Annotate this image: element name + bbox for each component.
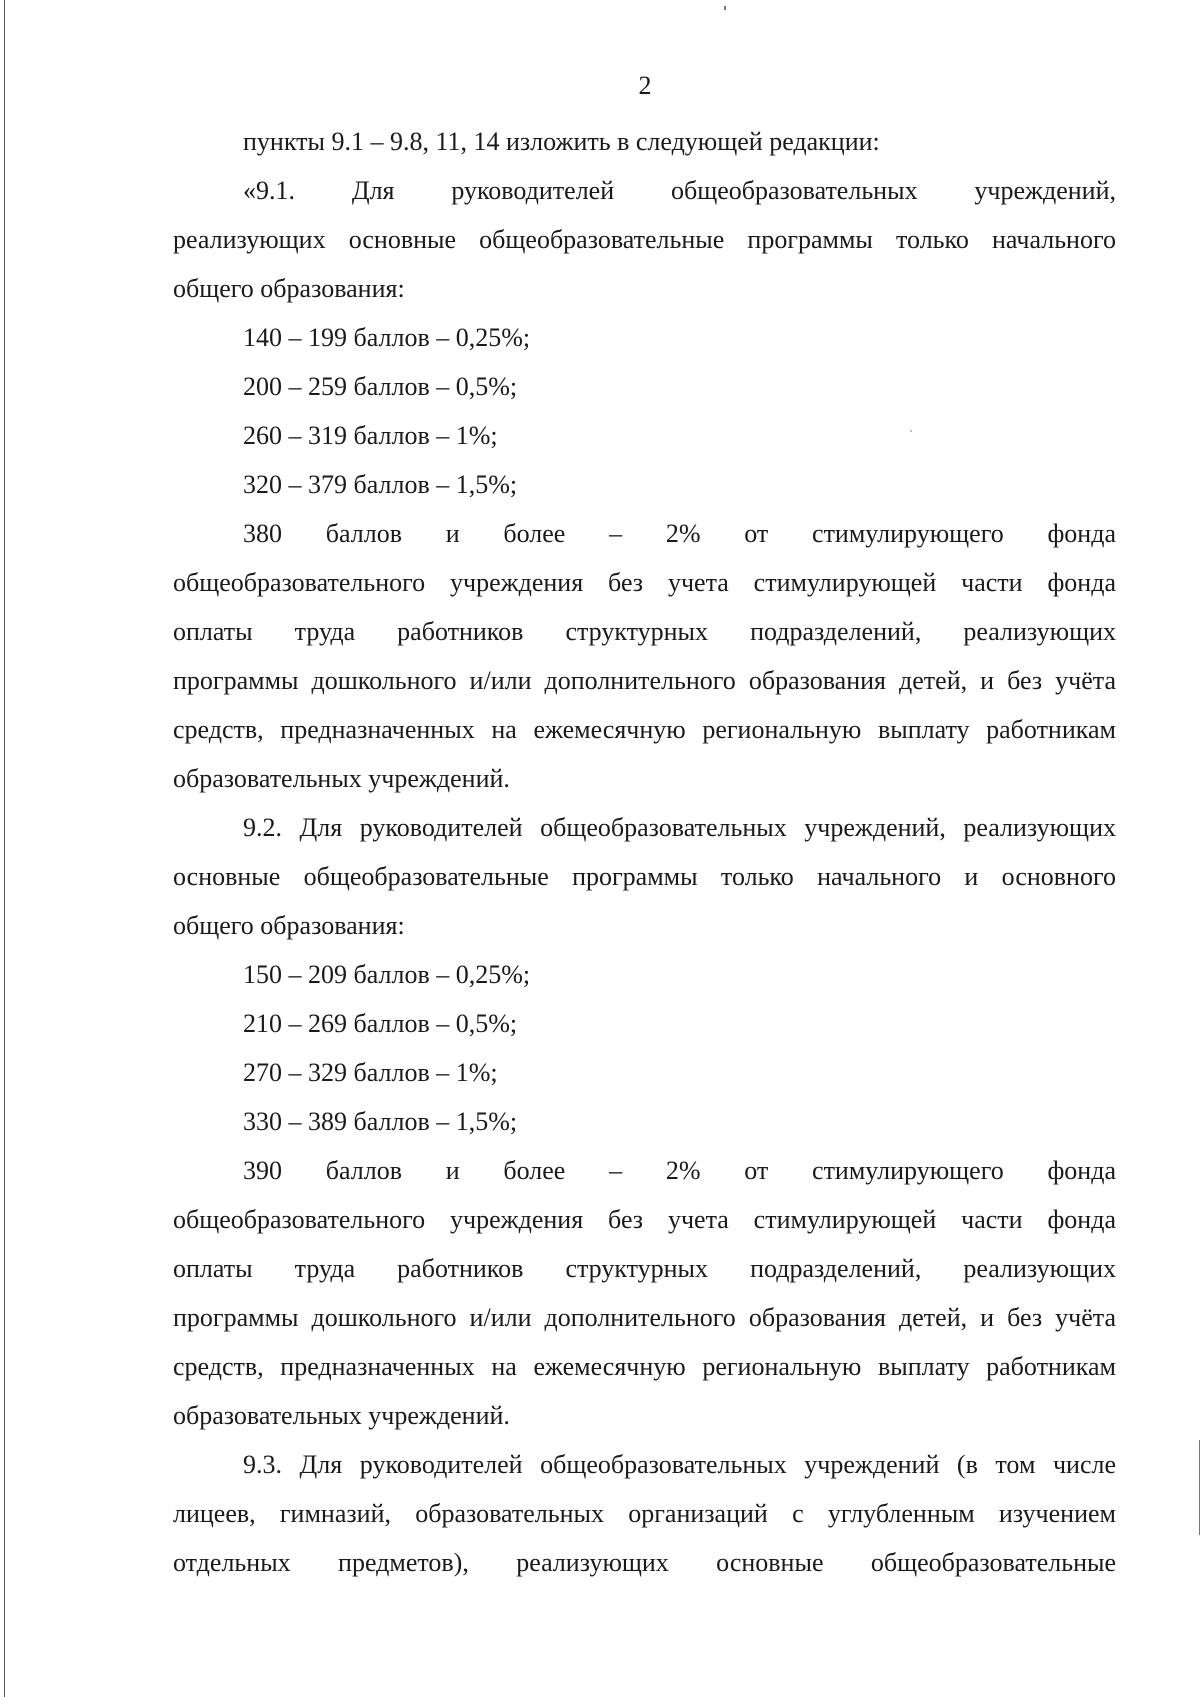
text-line: 270 – 329 баллов – 1%;	[243, 1058, 498, 1087]
text-line: 320 – 379 баллов – 1,5%;	[243, 470, 518, 499]
text-line: отдельных предметов), реализующих основные общеобразовательные	[173, 1548, 1116, 1577]
text-line: оплаты труда работников структурных подразделений, реализующих	[173, 617, 1116, 646]
text-line: лицеев, гимназий, образовательных организаций с углубленным изучением	[173, 1499, 1116, 1528]
text-line: общего образования:	[173, 911, 405, 940]
text-line: оплаты труда работников структурных подразделений, реализующих	[173, 1254, 1116, 1283]
text-line: 260 – 319 баллов – 1%;	[243, 421, 498, 450]
text-line: основные общеобразовательные программы только начального и основного	[173, 862, 1116, 891]
text-line: 9.3. Для руководителей общеобразовательных учреждений (в том числе	[243, 1450, 1116, 1479]
text-line: 210 – 269 баллов – 0,5%;	[243, 1009, 518, 1038]
text-line: 140 – 199 баллов – 0,25%;	[243, 323, 531, 352]
text-line: 9.2. Для руководителей общеобразовательных учреждений, реализующих	[243, 813, 1116, 842]
document-body	[173, 117, 1116, 1587]
text-line: 390 баллов и более – 2% от стимулирующего фонда	[243, 1156, 1116, 1185]
text-line: 200 – 259 баллов – 0,5%;	[243, 372, 518, 401]
text-line: программы дошкольного и/или дополнительного образования детей, и без учёта	[173, 1303, 1116, 1332]
page-number: 2	[638, 71, 652, 100]
text-line: образовательных учреждений.	[173, 1401, 510, 1430]
scan-edge-line	[4, 0, 5, 1697]
text-line: 150 – 209 баллов – 0,25%;	[243, 960, 531, 989]
text-line: средств, предназначенных на ежемесячную региональную выплату работникам	[173, 715, 1116, 744]
text-line: «9.1. Для руководителей общеобразовательных учреждений,	[243, 176, 1116, 205]
text-line: образовательных учреждений.	[173, 764, 510, 793]
scan-mark	[724, 6, 726, 10]
text-line: пункты 9.1 – 9.8, 11, 14 изложить в следующей редакции:	[243, 127, 880, 156]
text-line: реализующих основные общеобразовательные программы только начального	[173, 225, 1116, 254]
text-line: программы дошкольного и/или дополнительного образования детей, и без учёта	[173, 666, 1116, 695]
text-line: средств, предназначенных на ежемесячную региональную выплату работникам	[173, 1352, 1116, 1381]
text-line: 330 – 389 баллов – 1,5%;	[243, 1107, 518, 1136]
text-line: общеобразовательного учреждения без учета стимулирующей части фонда	[173, 1205, 1116, 1234]
text-line: общего образования:	[173, 274, 405, 303]
text-line: общеобразовательного учреждения без учета стимулирующей части фонда	[173, 568, 1116, 597]
text-line: 380 баллов и более – 2% от стимулирующего фонда	[243, 519, 1116, 548]
